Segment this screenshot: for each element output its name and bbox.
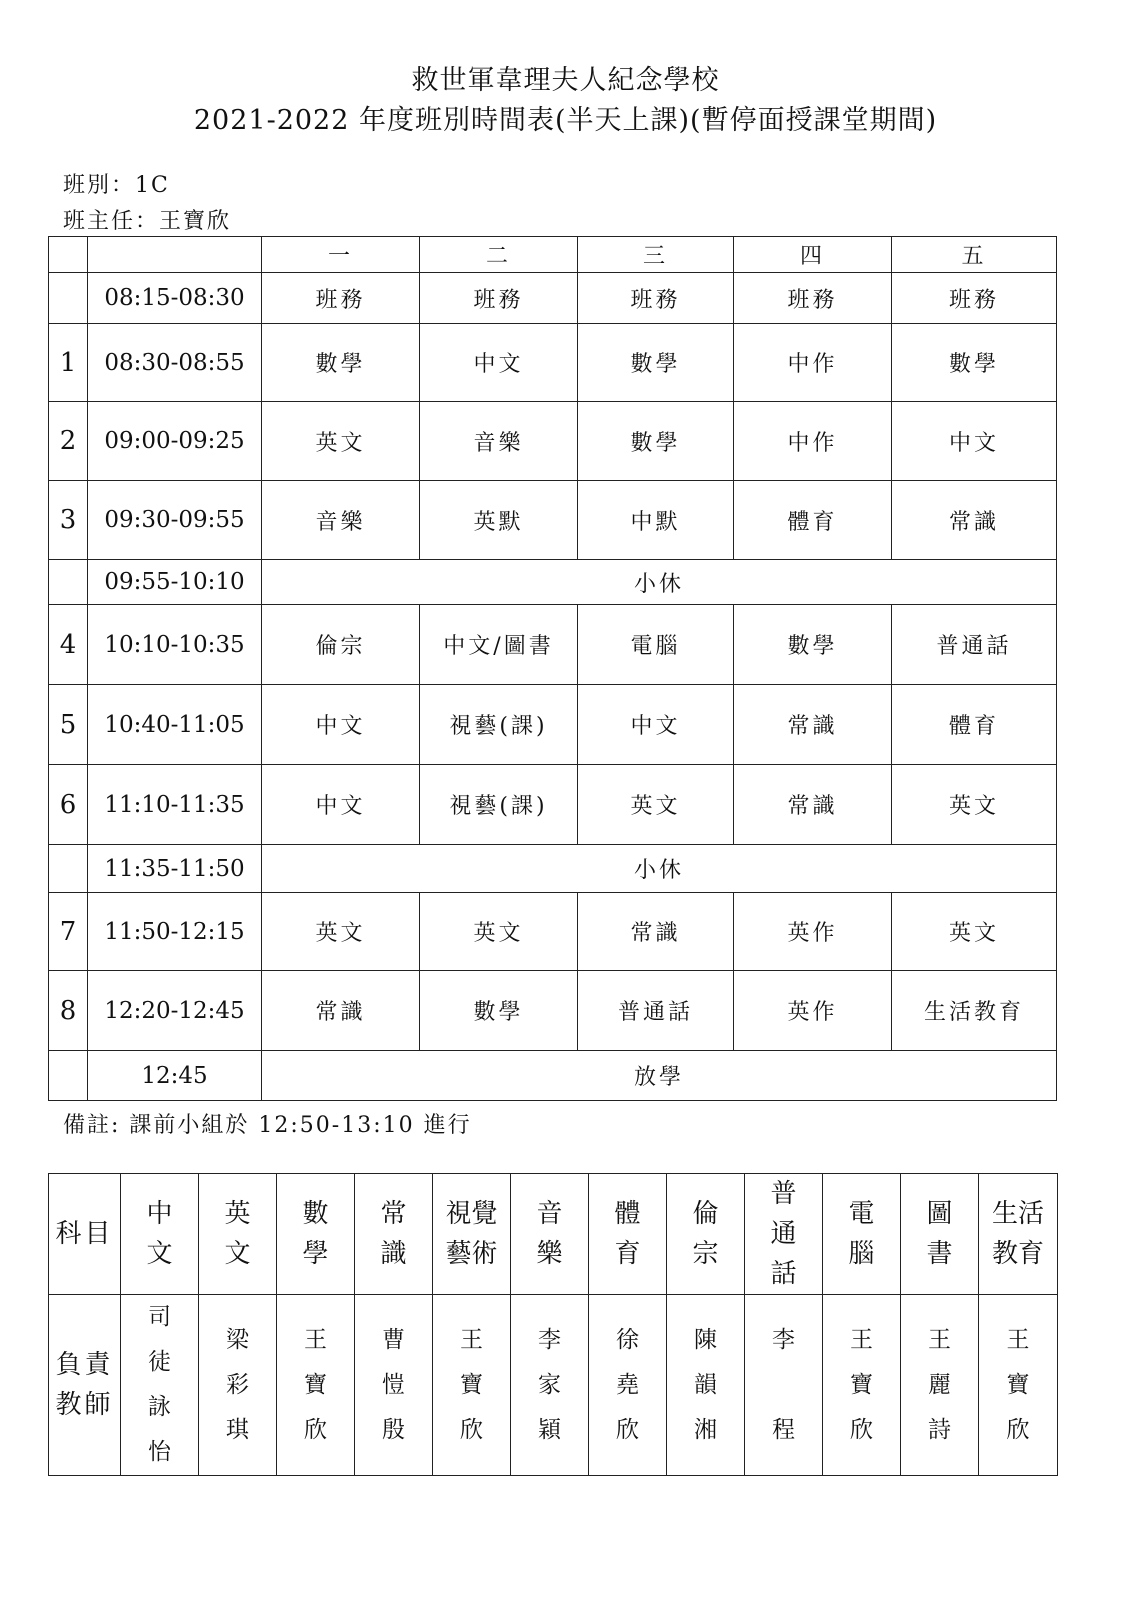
subject-name-char: 體 [614, 1199, 641, 1229]
teacher-name-char: 欣 [850, 1416, 873, 1443]
lesson-cell: 常識 [262, 971, 420, 1051]
period-number: 1 [49, 324, 88, 402]
subject-name-char: 育 [614, 1239, 641, 1269]
teacher-name-char: 琪 [226, 1416, 249, 1443]
lesson-cell: 英文 [262, 402, 420, 481]
lesson-cell: 數學 [420, 971, 578, 1051]
day-header: 五 [892, 237, 1057, 273]
period-time: 12:45 [88, 1051, 262, 1101]
subject-row-header-char: 科 [55, 1219, 85, 1249]
teacher-name-char: 徒 [148, 1349, 171, 1375]
teacher-name [433, 1295, 511, 1476]
subject-name-char: 書 [926, 1239, 953, 1269]
timetable [48, 236, 1057, 1101]
teacher-name-char: 詠 [148, 1394, 171, 1420]
teacher-name-char: 梁 [226, 1326, 249, 1353]
period-row [49, 685, 1057, 765]
period-row [49, 481, 1057, 560]
teacher-name-char: 愷 [382, 1371, 405, 1398]
period-row [49, 605, 1057, 685]
subject-name-char: 普 [770, 1179, 797, 1209]
corner-cell [88, 237, 262, 273]
lesson-cell: 數學 [734, 605, 892, 685]
period-number [49, 560, 88, 605]
teacher-name-char: 麗 [928, 1371, 951, 1398]
teacher-name [745, 1295, 823, 1476]
subject-row-header [49, 1174, 121, 1295]
teacher-row-header-char: 負 [55, 1350, 85, 1380]
teacher-name [355, 1295, 433, 1476]
teacher-name-char: 寶 [1006, 1371, 1030, 1398]
break-cell: 小休 [262, 560, 1057, 605]
subject-name-char: 宗 [692, 1239, 719, 1269]
lesson-cell: 常識 [892, 481, 1057, 560]
lesson-cell: 英默 [420, 481, 578, 560]
lesson-cell: 中作 [734, 402, 892, 481]
subject-name [355, 1174, 433, 1295]
teacher-name-char: 王 [850, 1326, 873, 1353]
teacher-name [901, 1295, 979, 1476]
lesson-cell: 中文 [892, 402, 1057, 481]
period-time: 10:40-11:05 [88, 685, 262, 765]
day-header: 一 [262, 237, 420, 273]
subject-name-char: 倫 [692, 1199, 719, 1229]
subject-name [589, 1174, 667, 1295]
lesson-cell: 數學 [892, 324, 1057, 402]
lesson-cell: 中文 [420, 324, 578, 402]
teacher-name-char: 陳 [694, 1326, 717, 1353]
lesson-cell: 倫宗 [262, 605, 420, 685]
lesson-cell: 常識 [734, 765, 892, 845]
subject-name-char: 藝術 [445, 1239, 498, 1269]
period-row [49, 324, 1057, 402]
period-number [49, 845, 88, 893]
lesson-cell: 英作 [734, 971, 892, 1051]
lesson-cell: 英文 [420, 893, 578, 971]
teacher-name [277, 1295, 355, 1476]
teacher-name-char: 王 [460, 1326, 483, 1353]
subject-name [511, 1174, 589, 1295]
period-time: 11:50-12:15 [88, 893, 262, 971]
subject-name-char: 中 [146, 1199, 173, 1229]
subject-row-header-char: 目 [84, 1219, 114, 1249]
subject-name [901, 1174, 979, 1295]
subject-name-char: 文 [224, 1239, 251, 1269]
period-number: 3 [49, 481, 88, 560]
period-time: 12:20-12:45 [88, 971, 262, 1051]
period-number: 6 [49, 765, 88, 845]
teacher-name [979, 1295, 1058, 1476]
teacher-name-char: 寶 [460, 1371, 483, 1398]
teacher-row-header-char: 師 [84, 1390, 114, 1420]
subject-name-char: 音 [536, 1199, 563, 1229]
teacher-row-header [49, 1295, 121, 1476]
period-time: 08:30-08:55 [88, 324, 262, 402]
teacher-name [511, 1295, 589, 1476]
teacher-name [121, 1295, 199, 1476]
period-row [49, 845, 1057, 893]
teacher-name-char: 欣 [1006, 1416, 1030, 1443]
class-teacher-label: 班主任：王寶欣 [63, 209, 232, 234]
remark: 備註: 課前小組於 12:50-13:10 進行 [63, 1113, 472, 1138]
lesson-cell: 視藝(課) [420, 685, 578, 765]
teacher-name-char: 欣 [460, 1416, 483, 1443]
teacher-name-char: 韻 [694, 1371, 717, 1398]
lesson-cell: 視藝(課) [420, 765, 578, 845]
teacher-name-char: 王 [304, 1326, 327, 1353]
lesson-cell: 班務 [262, 273, 420, 324]
teacher-name-char: 司 [148, 1304, 171, 1330]
lesson-cell: 英文 [892, 893, 1057, 971]
subject-name [121, 1174, 199, 1295]
lesson-cell: 中文 [578, 685, 734, 765]
day-header: 四 [734, 237, 892, 273]
break-cell: 小休 [262, 845, 1057, 893]
subject-name [823, 1174, 901, 1295]
lesson-cell: 班務 [420, 273, 578, 324]
day-header: 二 [420, 237, 578, 273]
teacher-row-header-char: 教 [55, 1390, 85, 1420]
teacher-name-char: 怡 [148, 1439, 171, 1465]
subject-name-char: 英 [224, 1199, 251, 1229]
lesson-cell: 普通話 [892, 605, 1057, 685]
period-row [49, 273, 1057, 324]
lesson-cell: 體育 [892, 685, 1057, 765]
day-header-row [49, 237, 1057, 273]
teacher-name-char: 家 [538, 1371, 561, 1398]
subject-name [433, 1174, 511, 1295]
subject-name-char: 樂 [536, 1239, 563, 1269]
subject-name-char: 話 [770, 1259, 797, 1289]
subject-name [745, 1174, 823, 1295]
period-number: 2 [49, 402, 88, 481]
subject-name [199, 1174, 277, 1295]
lesson-cell: 中文/圖書 [420, 605, 578, 685]
period-time: 09:00-09:25 [88, 402, 262, 481]
lesson-cell: 數學 [262, 324, 420, 402]
period-row [49, 893, 1057, 971]
subject-name-char: 電 [848, 1199, 875, 1229]
teacher-name-char: 彩 [226, 1371, 249, 1398]
teacher-name-char: 徐 [616, 1326, 639, 1353]
lesson-cell: 音樂 [262, 481, 420, 560]
lesson-cell: 英文 [892, 765, 1057, 845]
corner-cell [49, 237, 88, 273]
lesson-cell: 生活教育 [892, 971, 1057, 1051]
teacher-name-char: 欣 [304, 1416, 327, 1443]
period-number [49, 273, 88, 324]
teacher-name-char: 王 [1006, 1326, 1030, 1353]
teacher-row-header-line [49, 1345, 120, 1385]
lesson-cell: 班務 [578, 273, 734, 324]
subject-name [277, 1174, 355, 1295]
teacher-name [199, 1295, 277, 1476]
subject-name-char: 圖 [926, 1199, 953, 1229]
teacher-name-char: 曹 [382, 1326, 405, 1353]
lesson-cell: 普通話 [578, 971, 734, 1051]
lesson-cell: 英作 [734, 893, 892, 971]
teacher-name-char: 寶 [304, 1371, 327, 1398]
subject-name-char: 教育 [991, 1239, 1044, 1269]
class-label: 班別：1C [63, 173, 170, 198]
period-row [49, 560, 1057, 605]
period-time: 09:30-09:55 [88, 481, 262, 560]
teacher-row-header-line [49, 1385, 120, 1425]
lesson-cell: 電腦 [578, 605, 734, 685]
lesson-cell: 英文 [262, 893, 420, 971]
lesson-cell: 數學 [578, 402, 734, 481]
period-number [49, 1051, 88, 1101]
lesson-cell: 體育 [734, 481, 892, 560]
subject-name [979, 1174, 1058, 1295]
period-number: 5 [49, 685, 88, 765]
teacher-name-char: 欣 [616, 1416, 639, 1443]
period-time: 09:55-10:10 [88, 560, 262, 605]
lesson-cell: 班務 [892, 273, 1057, 324]
subject-name-char: 常 [380, 1199, 407, 1229]
teacher-name-char: 穎 [538, 1416, 561, 1443]
teacher-name-char: 寶 [850, 1371, 873, 1398]
period-time: 08:15-08:30 [88, 273, 262, 324]
lesson-cell: 常識 [578, 893, 734, 971]
period-row [49, 1051, 1057, 1101]
teacher-name-char: 王 [928, 1326, 951, 1353]
teacher-name [667, 1295, 745, 1476]
teacher-name-char [745, 1363, 822, 1408]
lesson-cell: 英文 [578, 765, 734, 845]
subject-name [667, 1174, 745, 1295]
period-row [49, 402, 1057, 481]
subject-name-char: 學 [302, 1239, 329, 1269]
lesson-cell: 班務 [734, 273, 892, 324]
subject-teacher-table [48, 1173, 1058, 1476]
lesson-cell: 中作 [734, 324, 892, 402]
timetable-title: 2021-2022 年度班別時間表(半天上課)(暫停面授課堂期間) [193, 105, 938, 136]
lesson-cell: 常識 [734, 685, 892, 765]
day-header: 三 [578, 237, 734, 273]
subject-name-char: 通 [770, 1219, 797, 1249]
teacher-name-char: 殷 [382, 1416, 405, 1443]
period-number: 4 [49, 605, 88, 685]
lesson-cell: 中默 [578, 481, 734, 560]
period-number: 8 [49, 971, 88, 1051]
school-name: 救世軍韋理夫人紀念學校 [411, 65, 720, 96]
subject-name-char: 腦 [848, 1239, 875, 1269]
break-cell: 放學 [262, 1051, 1057, 1101]
subject-name-char: 文 [146, 1239, 173, 1269]
period-time: 11:35-11:50 [88, 845, 262, 893]
lesson-cell: 中文 [262, 685, 420, 765]
teacher-name-char: 李 [538, 1326, 561, 1353]
lesson-cell: 音樂 [420, 402, 578, 481]
subject-name-char: 數 [302, 1199, 329, 1229]
teacher-row-header-char: 責 [84, 1350, 114, 1380]
teacher-name [823, 1295, 901, 1476]
period-row [49, 765, 1057, 845]
teacher-name-char: 詩 [928, 1416, 951, 1443]
lesson-cell: 中文 [262, 765, 420, 845]
subject-name-char: 視覺 [445, 1199, 498, 1229]
period-time: 11:10-11:35 [88, 765, 262, 845]
teacher-name-char: 程 [772, 1416, 795, 1443]
period-time: 10:10-10:35 [88, 605, 262, 685]
teacher-name-char: 堯 [616, 1371, 639, 1398]
teacher-name [589, 1295, 667, 1476]
subject-name-char: 識 [380, 1239, 407, 1269]
lesson-cell: 數學 [578, 324, 734, 402]
teacher-name-char: 湘 [694, 1416, 717, 1443]
period-row [49, 971, 1057, 1051]
period-number: 7 [49, 893, 88, 971]
teacher-name-char: 李 [772, 1326, 795, 1353]
subject-name-char: 生活 [991, 1199, 1044, 1229]
